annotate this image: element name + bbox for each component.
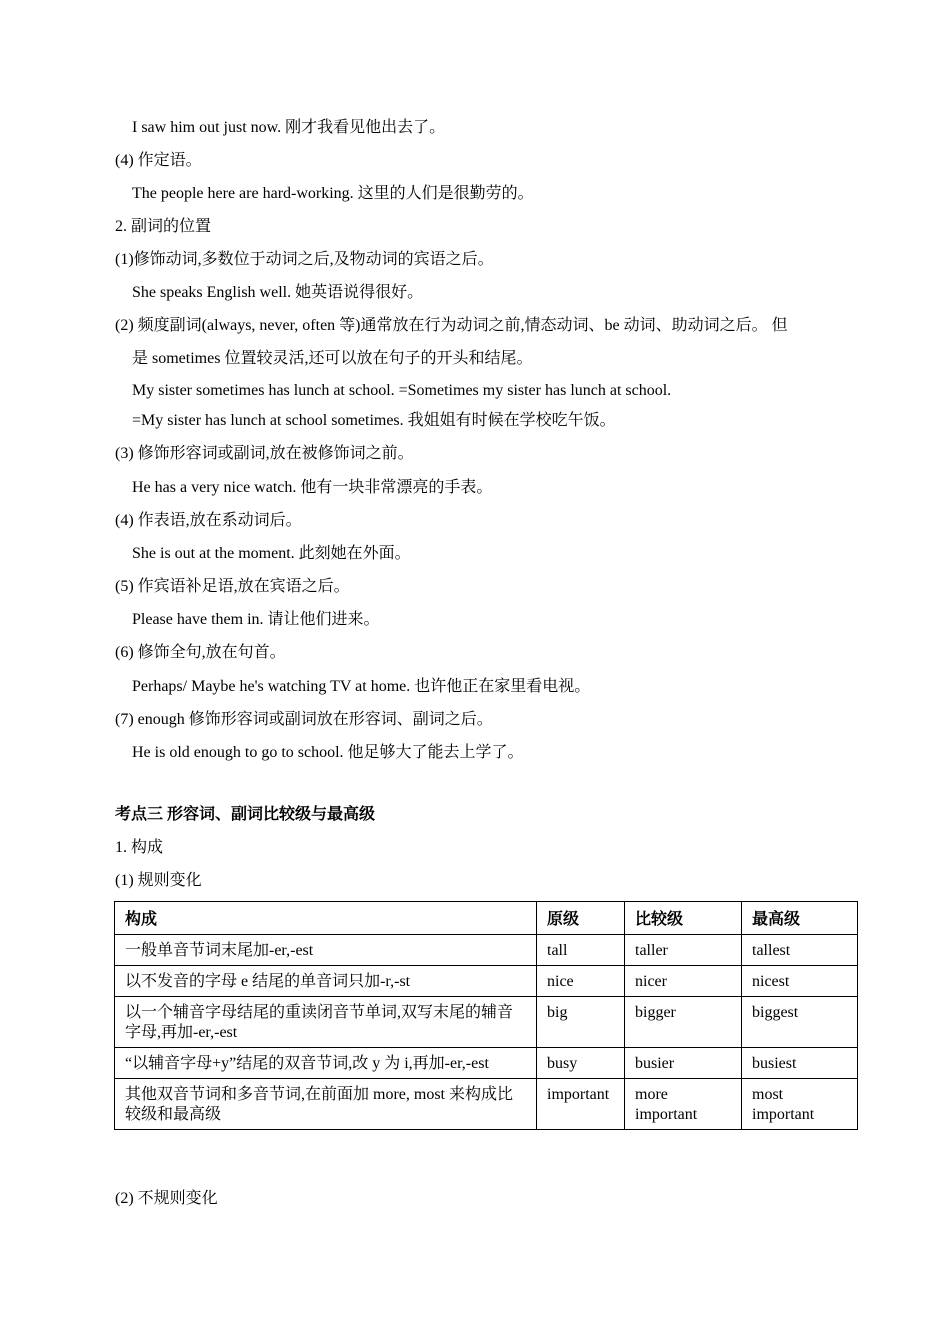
section-heading: 2. 副词的位置: [115, 218, 212, 235]
section-title: 考点三 形容词、副词比较级与最高级: [115, 806, 376, 823]
comparison-table: [114, 901, 858, 1130]
table-row: [115, 1079, 858, 1130]
table-row: [115, 935, 858, 966]
example-sentence: My sister sometimes has lunch at school. =Sometimes my sister has lunch at school.: [132, 382, 672, 399]
formation-cell: 以一个辅音字母结尾的重读闭音节单词,双写末尾的辅音字母,再加-er,-est: [115, 997, 537, 1048]
header-positive: 原级: [537, 902, 625, 935]
rule-heading: (4) 作表语,放在系动词后。: [115, 512, 302, 529]
table-row: [115, 1048, 858, 1079]
table-row: [115, 966, 858, 997]
rule-heading: (2) 频度副词(always, never, often 等)通常放在行为动词之前,情态动词、be 动词、助动词之后。 但: [115, 317, 788, 334]
comparative-cell: taller: [625, 935, 742, 966]
example-sentence: The people here are hard-working. 这里的人们是很勤劳的。: [132, 185, 534, 202]
example-sentence: She is out at the moment. 此刻她在外面。: [132, 545, 411, 562]
comparative-cell: busier: [625, 1048, 742, 1079]
subsection-heading: (2) 不规则变化: [115, 1190, 218, 1207]
example-sentence: Please have them in. 请让他们进来。: [132, 611, 380, 628]
rule-heading-continued: 是 sometimes 位置较灵活,还可以放在句子的开头和结尾。: [132, 350, 533, 367]
superlative-cell: busiest: [742, 1048, 858, 1079]
superlative-cell: most important: [742, 1079, 858, 1130]
superlative-cell: biggest: [742, 997, 858, 1048]
positive-cell: important: [537, 1079, 625, 1130]
formation-cell: 一般单音节词末尾加-er,-est: [115, 935, 537, 966]
comparative-cell: more important: [625, 1079, 742, 1130]
example-sentence: Perhaps/ Maybe he's watching TV at home. 也许他正在家里看电视。: [132, 678, 591, 695]
rule-heading: (7) enough 修饰形容词或副词放在形容词、副词之后。: [115, 711, 493, 728]
example-sentence: She speaks English well. 她英语说得很好。: [132, 284, 424, 301]
rule-heading: (3) 修饰形容词或副词,放在被修饰词之前。: [115, 445, 414, 462]
rule-heading: (4) 作定语。: [115, 152, 202, 169]
formation-cell: 以不发音的字母 e 结尾的单音词只加-r,-st: [115, 966, 537, 997]
example-sentence: He has a very nice watch. 他有一块非常漂亮的手表。: [132, 479, 493, 496]
comparative-cell: nicer: [625, 966, 742, 997]
rule-heading: (1)修饰动词,多数位于动词之后,及物动词的宾语之后。: [115, 251, 494, 268]
positive-cell: tall: [537, 935, 625, 966]
subsection-heading: 1. 构成: [115, 839, 164, 856]
comparative-cell: bigger: [625, 997, 742, 1048]
positive-cell: busy: [537, 1048, 625, 1079]
positive-cell: big: [537, 997, 625, 1048]
header-superlative: 最高级: [742, 902, 858, 935]
table-header-row: [115, 902, 858, 935]
header-comparative: 比较级: [625, 902, 742, 935]
formation-cell: 其他双音节词和多音节词,在前面加 more, most 来构成比较级和最高级: [115, 1079, 537, 1130]
header-formation: 构成: [115, 902, 537, 935]
positive-cell: nice: [537, 966, 625, 997]
subsection-heading: (1) 规则变化: [115, 872, 202, 889]
example-sentence: =My sister has lunch at school sometimes. 我姐姐有时候在学校吃午饭。: [132, 412, 616, 429]
superlative-cell: nicest: [742, 966, 858, 997]
superlative-cell: tallest: [742, 935, 858, 966]
rule-heading: (5) 作宾语补足语,放在宾语之后。: [115, 578, 350, 595]
table-row: [115, 997, 858, 1048]
example-sentence: I saw him out just now. 刚才我看见他出去了。: [132, 119, 446, 136]
rule-heading: (6) 修饰全句,放在句首。: [115, 644, 286, 661]
formation-cell: “以辅音字母+y”结尾的双音节词,改 y 为 i,再加-er,-est: [115, 1048, 537, 1079]
example-sentence: He is old enough to go to school. 他足够大了能去上学了。: [132, 744, 524, 761]
